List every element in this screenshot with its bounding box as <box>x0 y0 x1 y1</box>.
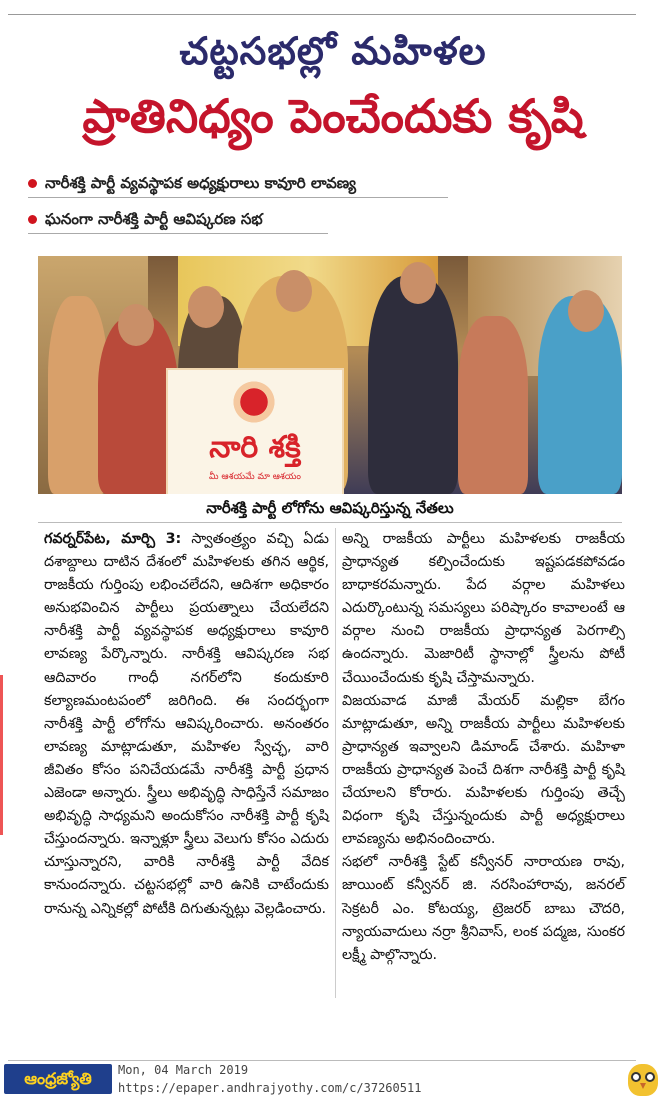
event-photo <box>38 256 622 494</box>
subhead-2-text: ఘనంగా నారీశక్తి పార్టీ ఆవిష్కరణ సభ <box>45 210 263 228</box>
sun-emblem-icon <box>230 378 278 426</box>
owl-eye <box>631 1072 641 1082</box>
article-column-1 <box>44 528 329 921</box>
owl-beak <box>640 1083 646 1089</box>
red-dot-bullet-icon <box>28 215 37 224</box>
owl-eye <box>645 1072 655 1082</box>
subhead-1 <box>28 172 448 198</box>
photo-face <box>118 304 154 346</box>
subhead-2 <box>28 208 328 234</box>
headline-line-2: ప్రాతినిధ్యం పెంచేందుకు కృషి <box>82 89 584 143</box>
article-column-2 <box>342 528 625 967</box>
owl-mascot-icon <box>628 1064 658 1096</box>
paragraph-text: స్వాతంత్ర్యం వచ్చి ఏడు దశాబ్దాలు దాటిన దేశంలో మహిళలకు తగిన ఆర్థిక, రాజకీయ గుర్తింపు లభించలేదని, ఆదిశగా అధికారం అనుభవించిన పార్టీలు ప్రయత్నాలు చేయలేదని నారీశక్తి పార్టీ వ్యవస్థాపక అధ్యక్షురాలు కావూరి లావణ్య పేర్కొన్నారు. నారీశక్తి ఆవిష్కరణ సభ ఆదివారం గాంధీ నగర్‌లోని కందుకూరి కల్యాణమంటపంలో జరిగింది. ఈ సందర్భంగా నారీశక్తి పార్టీ లోగోను ఆవిష్కరించారు. అనంతరం లావణ్య మాట్లాడుతూ, మహిళల స్వేచ్ఛ, వారి జీవితం కోసం పనిచేయడమే నారీశక్తి పార్టీ ప్రధాన ఎజెండా అన్నారు. స్త్రీలు అభివృద్ధి సాధిస్తేనే సమాజం అభివృద్ధి సాధ్యమని అందుకోసం నారీశక్తి పార్టీ కృషి చేస్తుందన్నారు. ఇన్నాళ్లూ స్త్రీలు వెలుగు కోసం ఎదురు చూస్తున్నారని, వారికి నారీశక్తి పార్టీ వేదిక కానుందన్నారు. చట్టసభల్లో వారి ఉనికి చాటేందుకు రానున్న ఎన్నికల్లో పోటీకి దిగుతున్నట్లు వెల్లడించారు. <box>44 531 329 917</box>
photo-caption: నారీశక్తి పార్టీ లోగోను ఆవిష్కరిస్తున్న నేతలు <box>38 494 622 523</box>
red-dot-bullet-icon <box>28 179 37 188</box>
photo-face <box>276 270 312 312</box>
epaper-url[interactable]: https://epaper.andhrajyothy.com/c/37260511 <box>118 1081 422 1095</box>
edition-date: Mon, 04 March 2019 <box>118 1063 249 1077</box>
subhead-1-text: నారీశక్తి పార్టీ వ్యవస్థాపక అధ్యక్షురాలు కావూరి లావణ్య <box>45 174 357 192</box>
party-logo-board <box>166 368 344 494</box>
left-edge-mark <box>0 675 3 835</box>
party-logo-text: నారి శక్తి <box>209 430 301 465</box>
article-paragraph <box>44 528 329 921</box>
dateline: గవర్నర్‌పేట, మార్చి 3: <box>44 531 182 547</box>
top-rule <box>8 14 636 15</box>
article-paragraph: విజయవాడ మాజీ మేయర్ మల్లికా బేగం మాట్లాడుతూ, అన్ని రాజకీయ పార్టీలు మహిళలకు ప్రాధాన్యత ఇవ్వాలని డిమాండ్ చేశారు. మహిళా రాజకీయ ప్రాధాన్యత పెంచే దిశగా నారీశక్తి పార్టీ కృషి చేయాలని కోరారు. మహిళలకు గుర్తింపు తెచ్చే విధంగా కృషి చేస్తున్నందుకు పార్టీ అధ్యక్షురాలు లావణ్యను అభినందించారు. <box>342 692 625 848</box>
article-paragraph: సభలో నారీశక్తి స్టేట్ కన్వీనర్ నారాయణ రావు, జాయింట్ కన్వీనర్ జి. నరసింహారావు, జనరల్ సెక్రటరీ ఎం. కోటయ్య, ట్రెజరర్ బాబు చౌదరి, న్యాయవాదులు నర్రా శ్రీనివాస్, లంక పద్మజ, సుంకర లక్ష్మీ పాల్గొన్నారు. <box>342 854 625 963</box>
photo-face <box>400 262 436 304</box>
column-divider <box>335 528 336 998</box>
headline-line-1: చట్టసభల్లో మహిళల <box>179 29 487 73</box>
newspaper-masthead: ఆంధ్రజ్యోతి <box>4 1064 112 1094</box>
footer-rule <box>8 1060 636 1061</box>
photo-person <box>368 276 458 494</box>
photo-face <box>188 286 224 328</box>
article-paragraph: అన్ని రాజకీయ పార్టీలు మహిళలకు రాజకీయ ప్రాధాన్యత కల్పించేందుకు ఇష్టపడకపోవడం బాధాకరమన్నారు. పేద వర్గాల మహిళలు ఎదుర్కొంటున్న సమస్యలు పరిష్కారం కావాలంటే ఆ వర్గాల నుంచి రాజకీయ ప్రాధాన్యత పెరగాల్సి ఉందన్నారు. మెజారిటీ స్థానాల్లో స్త్రీలను పోటీ చేయించేందుకు కృషి చేస్తామన్నారు. <box>342 531 625 686</box>
party-logo-tagline: మీ ఆశయమే మా ఆశయం <box>208 472 301 482</box>
photo-face <box>568 290 604 332</box>
photo-person <box>458 316 528 494</box>
